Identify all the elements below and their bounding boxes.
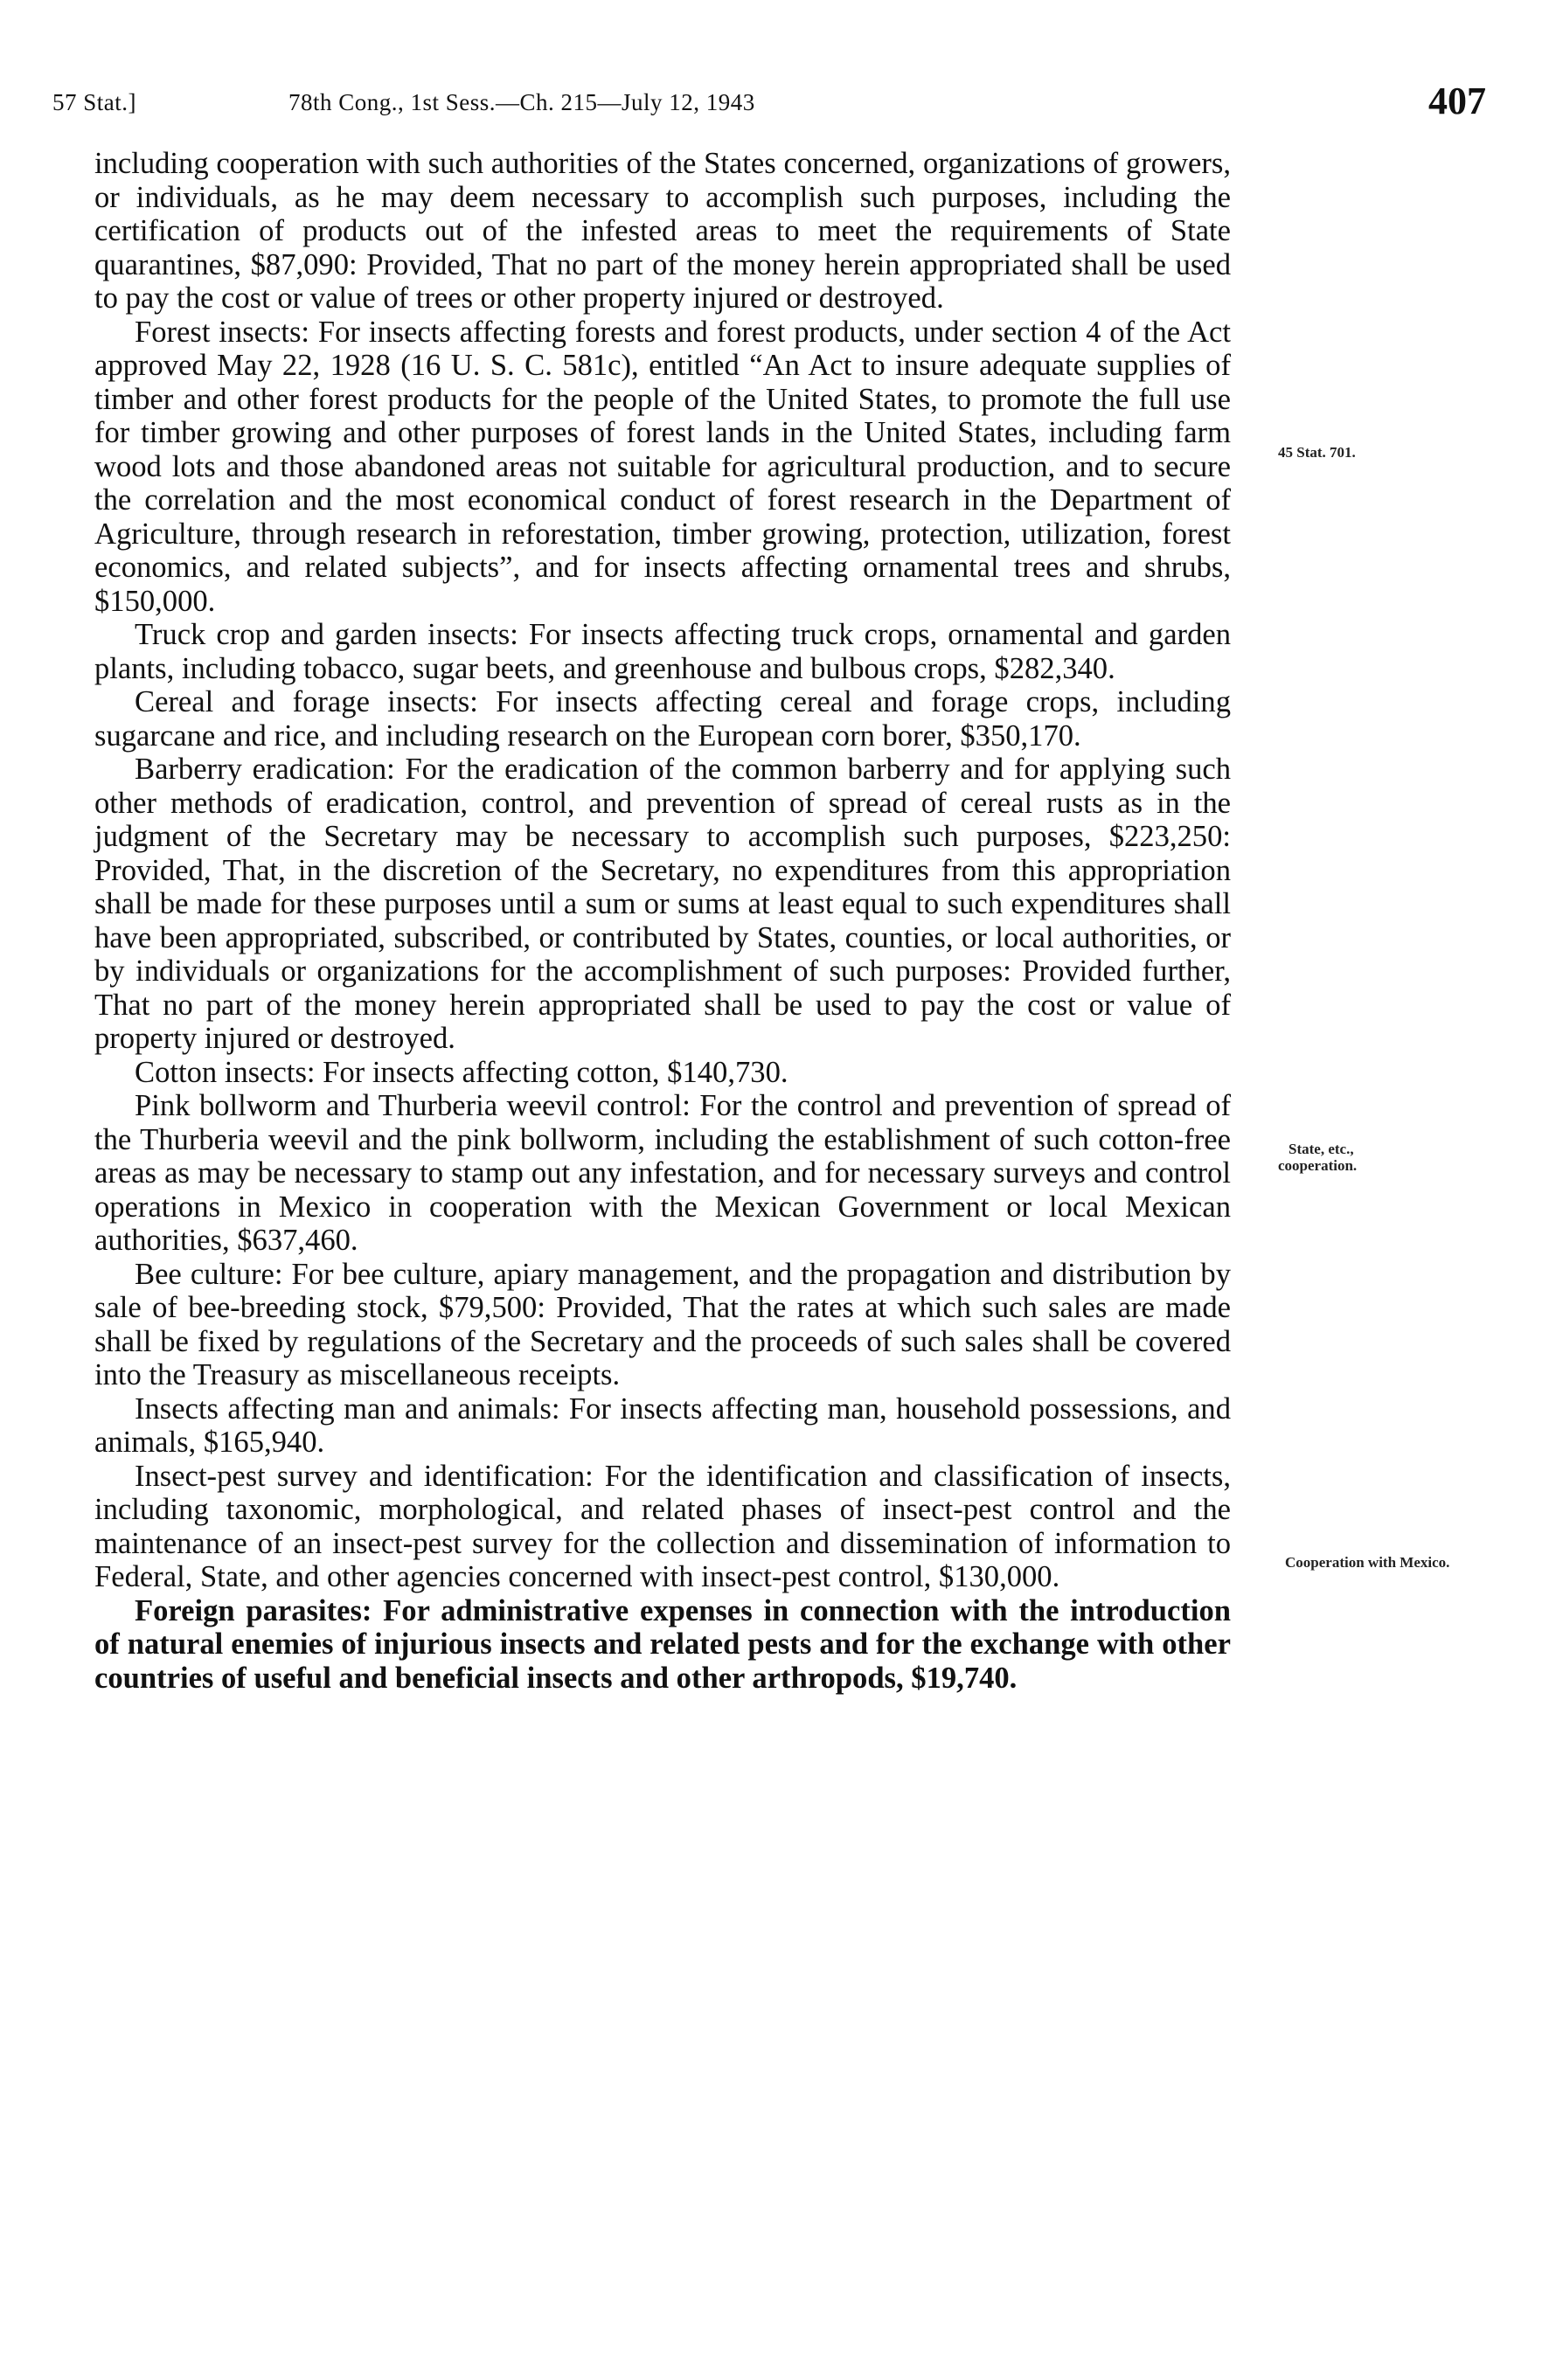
page-number: 407 (1428, 80, 1486, 122)
paragraph-foreign-parasites: Foreign parasites: For administrative expenses in connection with the introduction of natural enemies of injurious insects and related pests and for the exchange with other countries of useful and beneficial insects and other arthropods, $19,740. (94, 1593, 1231, 1695)
running-header (52, 80, 1486, 122)
session-line: 78th Cong., 1st Sess.—Ch. 215—July 12, 1943 (288, 89, 755, 115)
statute-body (94, 147, 1231, 1695)
paragraph-insects-man-animals: Insects affecting man and animals: For insects affecting man, household possessions, and animals, $165,940. (94, 1391, 1231, 1459)
paragraph-bee-culture: Bee culture: For bee culture, apiary management, and the propagation and distribution by sale of bee-breeding stock, $79,500: Provided, That the rates at which such sales are made shall be fixed by regulations of the Secretary and the proceeds of such sales shall be covered into the Treasury as miscellaneous receipts. (94, 1257, 1231, 1391)
paragraph-cotton-insects: Cotton insects: For insects affecting cotton, $140,730. (135, 1055, 788, 1089)
paragraph-insect-pest-survey: Insect-pest survey and identification: For the identification and classification of insects, including taxonomic, morphological, and related phases of insect-pest control and the maintenance of an insect-pest survey for the collection and dissemination of information to Federal, State, and other agencies concerned with insect-pest control, $130,000. (94, 1459, 1231, 1593)
paragraph-forest-insects: Forest insects: For insects affecting forests and forest products, under section 4 of the Act approved May 22, 1928 (16 U. S. C. 581c), entitled “An Act to insure adequate supplies of timber and other forest products for the people of the United States, to promote the full use for timber growing and other purposes of forest lands in the United States, including farm wood lots and those abandoned areas not suitable for agricultural production, and to secure the correlation and the most economical conduct of forest research in the Department of Agriculture, through research in reforestation, timber growing, protection, utilization, forest economics, and related subjects”, and for insects affecting ornamental trees and shrubs, $150,000. (94, 315, 1231, 618)
paragraph-truck-crop-insects: Truck crop and garden insects: For insects affecting truck crops, ornamental and garden plants, including tobacco, sugar beets, and greenhouse and bulbous crops, $282,340. (94, 618, 1231, 685)
margin-note-state-cooperation: State, etc., cooperation. (1278, 1141, 1358, 1174)
margin-note-stat-citation: 45 Stat. 701. (1278, 444, 1356, 461)
paragraph-cereal-forage-insects: Cereal and forage insects: For insects affecting cereal and forage crops, including sugarcane and rice, and including research on the European corn borer, $350,170. (94, 685, 1231, 753)
statute-reference: 57 Stat.] (52, 89, 136, 115)
paragraph-continuation: including cooperation with such authorities of the States concerned, organizations of growers, or individuals, as he may deem necessary to accomplish such purposes, including the certification of products out of the infested areas to meet the requirements of State quarantines, $87,090: Provided, That no part of the money herein appropriated shall be used to pay the cost or value of trees or other property injured or destroyed. (94, 147, 1231, 315)
margin-note-mexico-cooperation: Cooperation with Mexico. (1285, 1554, 1450, 1571)
paragraph-barberry-eradication: Barberry eradication: For the eradication of the common barberry and for applying such other methods of eradication, control, and prevention of spread of cereal rusts as in the judgment of the Secretary may be necessary to accomplish such purposes, $223,250: Provided, That, in the discretion of the Secretary, no expenditures from this appropriation shall be made for these purposes until a sum or sums at least equal to such expenditures shall have been appropriated, subscribed, or contributed by States, counties, or local authorities, or by individuals or organizations for the accomplishment of such purposes: Provided further, That no part of the money herein appropriated shall be used to pay the cost or value of property injured or destroyed. (94, 753, 1231, 1055)
paragraph-pink-bollworm: Pink bollworm and Thurberia weevil control: For the control and prevention of spread of the Thurberia weevil and the pink bollworm, including the establishment of such cotton-free areas as may be necessary to stamp out any infestation, and for necessary surveys and control operations in Mexico in cooperation with the Mexican Government or local Mexican authorities, $637,460. (94, 1089, 1231, 1257)
